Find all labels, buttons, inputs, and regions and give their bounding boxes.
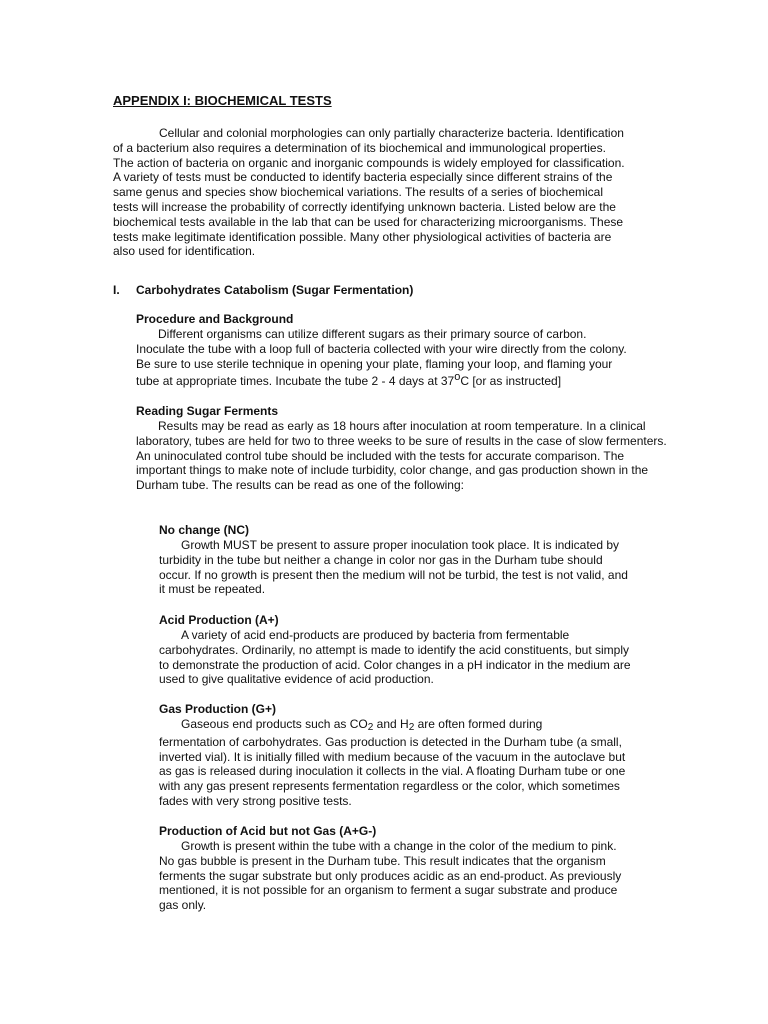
procedure-heading: Procedure and Background — [136, 312, 294, 326]
co2-sub: 2 — [367, 722, 374, 733]
no-change-line: occur. If no growth is present then the medium will not be turbid, the test is not valid, and — [159, 567, 628, 582]
acid-line: A variety of acid end-products are produced by bacteria from fermentable — [181, 628, 570, 642]
intro-line: same genus and species show biochemical variations. The results of a series of biochemical — [113, 185, 604, 200]
reading-line: Durham tube. The results can be read as one of the following: — [136, 478, 464, 493]
intro-line: The action of bacteria on organic and inorganic compounds is widely employed for classification. — [113, 155, 625, 170]
acid-no-gas-line: gas only. — [159, 898, 207, 913]
no-change-block — [159, 523, 628, 597]
intro-line: A variety of tests must be conducted to identify bacteria especially since different strains of the — [113, 170, 613, 185]
gas-line: inverted vial). It is initially filled with medium because of the vacuum in the autoclave but — [159, 749, 626, 764]
gas-first-mid: and H — [373, 717, 409, 731]
gas-heading: Gas Production (G+) — [159, 702, 277, 716]
procedure-last-pre: tube at appropriate times. Incubate the tube 2 - 4 days at 37 — [136, 374, 455, 389]
intro-paragraph — [113, 126, 673, 259]
procedure-block — [136, 312, 627, 389]
acid-no-gas-line: No gas bubble is present in the Durham tube. This result indicates that the organism — [159, 853, 606, 868]
page-title: APPENDIX I: BIOCHEMICAL TESTS — [113, 93, 332, 108]
acid-heading: Acid Production (A+) — [159, 613, 279, 627]
acid-no-gas-heading: Production of Acid but not Gas (A+G-) — [159, 824, 377, 838]
procedure-line: Different organisms can utilize different sugars as their primary source of carbon. — [158, 327, 587, 341]
acid-no-gas-block — [159, 824, 621, 913]
gas-line: as gas is released during inoculation it collects in the vial. A floating Durham tube or one — [159, 764, 626, 779]
intro-line: tests make legitimate identification possible. Many other physiological activities of bacteria are — [113, 229, 612, 244]
reading-line: Results may be read as early as 18 hours after inoculation at room temperature. In a clinical — [158, 419, 646, 433]
intro-line: also used for identification. — [113, 244, 256, 259]
gas-first-post: are often formed during — [414, 717, 543, 731]
h2-sub: 2 — [408, 722, 415, 733]
acid-no-gas-line: Growth is present within the tube with a change in the color of the medium to pink. — [181, 839, 617, 853]
degree-sup: o — [454, 371, 461, 384]
reading-line: important things to make note of include turbidity, color change, and gas production shown in the — [136, 463, 649, 478]
acid-line: to demonstrate the production of acid. Color changes in a pH indicator in the medium are — [159, 657, 631, 672]
procedure-line-last — [136, 371, 627, 389]
no-change-heading: No change (NC) — [159, 523, 249, 537]
reading-line: An uninoculated control tube should be included with the tests for accurate comparison. The — [136, 448, 625, 463]
reading-block — [136, 404, 667, 493]
reading-line: laboratory, tubes are held for two to three weeks to be sure of results in the case of slow fermenters. — [136, 433, 667, 448]
gas-block — [159, 702, 625, 809]
gas-line: fermentation of carbohydrates. Gas production is detected in the Durham tube (a small, — [159, 734, 622, 749]
no-change-line: it must be repeated. — [159, 582, 266, 597]
acid-block — [159, 613, 631, 687]
gas-line: fades with very strong positive tests. — [159, 793, 352, 808]
reading-heading: Reading Sugar Ferments — [136, 404, 279, 418]
acid-line: carbohydrates. Ordinarily, no attempt is made to identify the acid constituents, but simply — [159, 642, 630, 657]
intro-line: Cellular and colonial morphologies can only partially characterize bacteria. Identification — [159, 126, 624, 140]
no-change-line: turbidity in the tube but neither a change in color nor gas in the Durham tube should — [159, 552, 603, 567]
procedure-line: Be sure to use sterile technique in opening your plate, flaming your loop, and flaming your — [136, 356, 613, 371]
section-title: Carbohydrates Catabolism (Sugar Fermentation) — [136, 283, 414, 297]
intro-line: of a bacterium also requires a determination of its biochemical and immunological properties. — [113, 140, 606, 155]
no-change-line: Growth MUST be present to assure proper inoculation took place. It is indicated by — [181, 538, 620, 552]
intro-line: biochemical tests available in the lab that can be used for characterizing microorganisms. These — [113, 214, 624, 229]
procedure-last-post: C [or as instructed] — [460, 374, 562, 389]
gas-line-first — [159, 717, 625, 732]
intro-line: tests will increase the probability of correctly identifying unknown bacteria. Listed below are the — [113, 199, 616, 214]
acid-no-gas-line: ferments the sugar substrate but only produces acidic as an end-product. As previously — [159, 868, 622, 883]
acid-no-gas-line: mentioned, it is not possible for an organism to ferment a sugar substrate and produce — [159, 883, 618, 898]
gas-first-pre: Gaseous end products such as CO — [181, 717, 368, 731]
procedure-line: Inoculate the tube with a loop full of bacteria collected with your wire directly from the colony. — [136, 341, 627, 356]
acid-line: used to give qualitative evidence of acid production. — [159, 672, 434, 687]
section-number: I. — [113, 283, 120, 297]
gas-line: with any gas present represents fermentation regardless or the color, which sometimes — [159, 779, 620, 794]
